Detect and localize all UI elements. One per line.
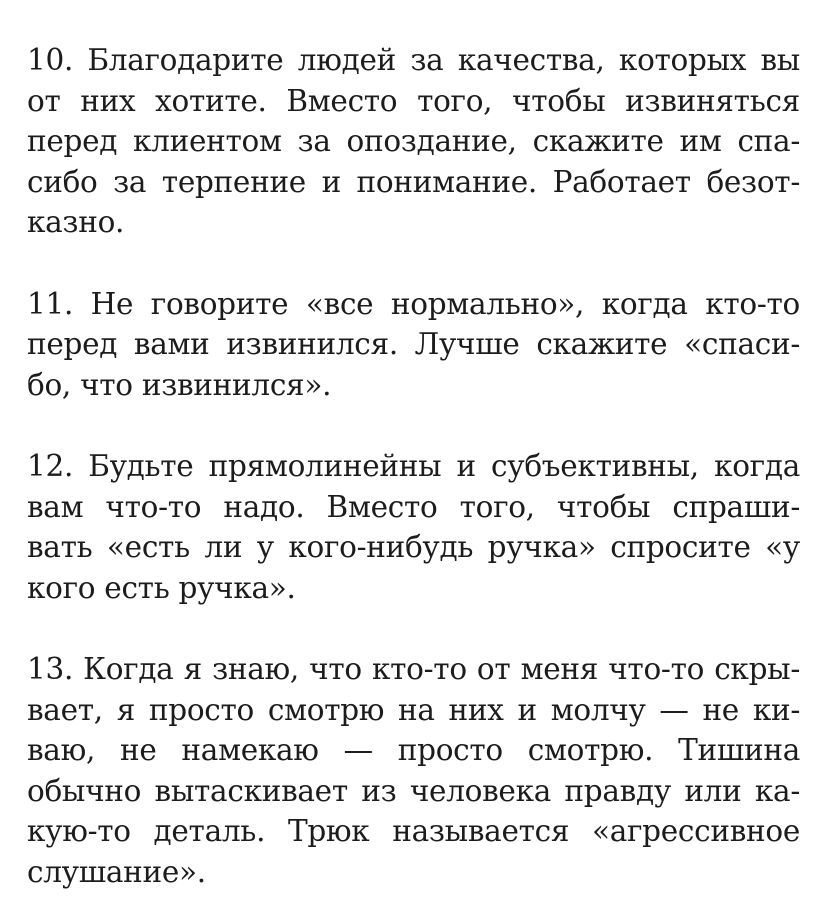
text-line: 13. Когда я знаю, что кто-то от меня что-то скры- [27, 652, 800, 686]
paragraph-tip-12 [27, 446, 800, 608]
text-line: бо, что извинился». [27, 367, 332, 402]
text-line: перед клиентом за опоздание, скажите им спа- [27, 124, 800, 158]
paragraph-gap [27, 405, 800, 446]
text-line: казно. [27, 205, 125, 239]
text-line: 12. Будьте прямолинейны и субъективны, когда [27, 449, 800, 483]
paragraph-gap [27, 608, 800, 649]
text-line: обычно вытаскивает из человека правду или ка- [27, 773, 800, 808]
text-line: слушание». [27, 854, 206, 889]
text-line: перед вами извинился. Лучше скажите «спаси- [27, 327, 800, 361]
text-line: вать «есть ли у кого-нибудь ручка» спросите «у [27, 530, 800, 564]
text-line: кую-то деталь. Трюк называется «агрессивное [27, 814, 800, 848]
paragraph-tip-10 [27, 40, 800, 243]
paragraph-tip-11 [27, 284, 800, 406]
text-line: кого есть ручка». [27, 570, 296, 605]
text-line: от них хотите. Вместо того, чтобы извиняться [27, 83, 800, 118]
text-line: вам что-то надо. Вместо того, чтобы спраши- [27, 489, 800, 524]
text-line: ваю, не намекаю — просто смотрю. Тишина [27, 733, 800, 767]
document-page [27, 40, 800, 892]
text-line: 11. Не говорите «все нормально», когда кто-то [27, 286, 800, 321]
paragraph-tip-13 [27, 649, 800, 892]
paragraph-gap [27, 243, 800, 284]
text-line: сибо за терпение и понимание. Работает безот- [27, 164, 800, 199]
text-line: вает, я просто смотрю на них и молчу — не ки- [27, 692, 800, 727]
text-line: 10. Благодарите людей за качества, которых вы [27, 43, 800, 77]
